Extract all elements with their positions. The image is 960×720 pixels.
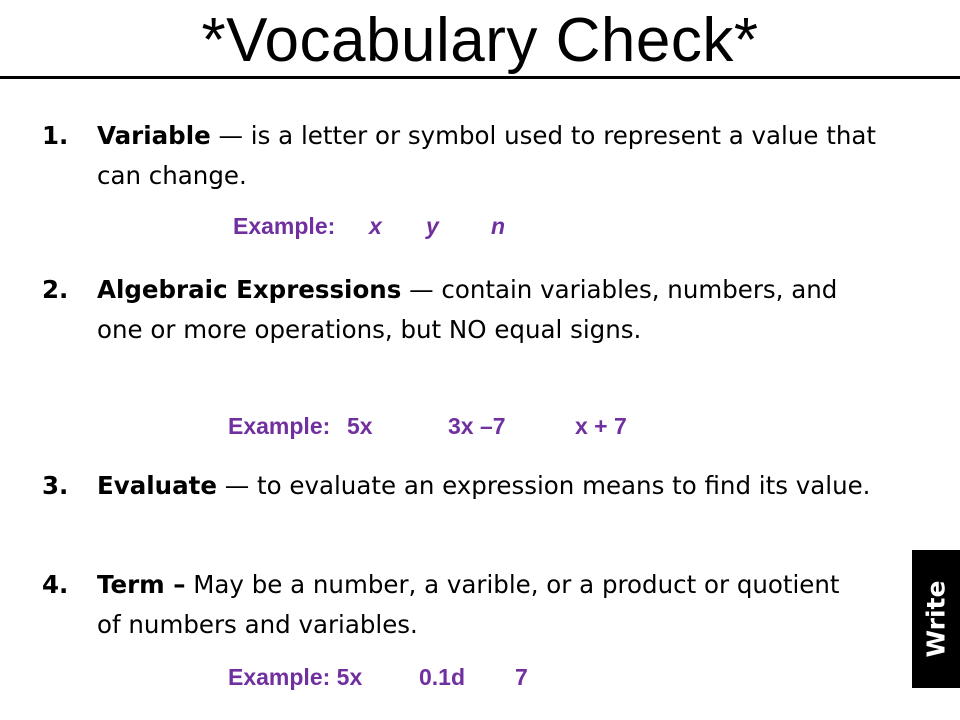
item-number: 3. bbox=[42, 471, 69, 500]
example-value: y bbox=[426, 213, 439, 239]
item-term: Algebraic Expressions bbox=[97, 275, 402, 304]
example-value: 5x bbox=[347, 413, 373, 439]
item-term: Variable bbox=[97, 121, 211, 150]
example-label: Example: bbox=[233, 213, 336, 239]
vocab-item-variable bbox=[42, 116, 890, 196]
vocab-item-term bbox=[42, 565, 852, 645]
example-value: x bbox=[369, 213, 382, 239]
vocab-item-evaluate bbox=[42, 466, 890, 506]
example-label: Example: 5x bbox=[228, 664, 363, 690]
example-value: 7 bbox=[515, 664, 528, 690]
example-value: x + 7 bbox=[575, 413, 627, 439]
write-badge bbox=[912, 550, 960, 688]
title-underline bbox=[0, 76, 960, 79]
page-title: *Vocabulary Check* bbox=[201, 6, 759, 75]
example-label: Example: bbox=[228, 413, 331, 439]
write-badge-label: Write bbox=[921, 580, 951, 658]
example-value: 3x –7 bbox=[448, 413, 506, 439]
example-value: 0.1d bbox=[419, 664, 466, 690]
item-definition: — to evaluate an expression means to find its value. bbox=[216, 471, 871, 500]
item-body bbox=[97, 116, 890, 196]
item-definition: — contain variables, numbers, and one or more operations, but NO equal signs. bbox=[97, 275, 838, 344]
vocab-item-algebraic-expressions bbox=[42, 270, 890, 350]
example-value: n bbox=[491, 213, 506, 239]
item-definition: — is a letter or symbol used to represent a value that can change. bbox=[97, 121, 876, 190]
item-number: 4. bbox=[42, 570, 69, 599]
item-definition: May be a number, a varible, or a product or quotient of numbers and variables. bbox=[97, 570, 840, 639]
item-body bbox=[97, 466, 890, 506]
item-term: Term – bbox=[97, 570, 186, 599]
item-number: 2. bbox=[42, 275, 69, 304]
item-body bbox=[97, 565, 852, 645]
item-number: 1. bbox=[42, 121, 69, 150]
item-body bbox=[97, 270, 890, 350]
item-term: Evaluate bbox=[97, 471, 217, 500]
